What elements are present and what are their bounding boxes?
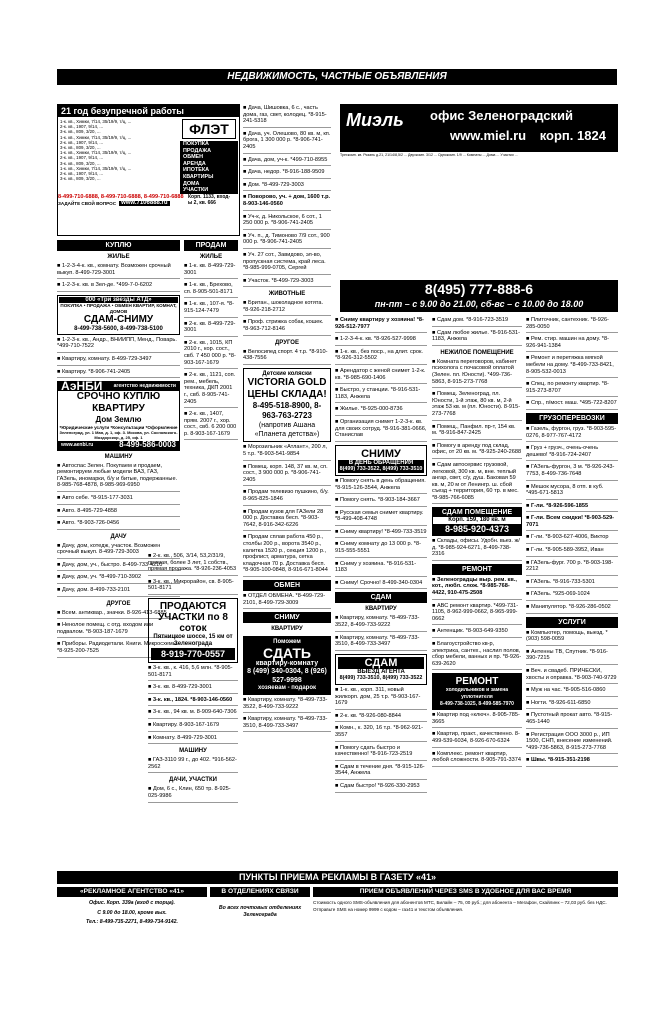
list-item: ■ Дача, уч. Олешово, 80 кв. м, кп. брога, 1 300 000 р. *8-906-741-2405	[243, 131, 331, 154]
three-stars-phone: 8-499-738-5600, 8-499-738-5100	[74, 326, 163, 333]
plots-location: Пятницкое шоссе, 15 км от Зеленограда	[153, 633, 233, 647]
sdat-line-1: Поможем	[273, 639, 301, 646]
list-item: ■ Продам кузов для ГАЗели 28 000 р. Доставка бесп. *8-903-7642, 8-916-342-6226	[243, 509, 331, 532]
snimu-title: СНИМУ	[361, 447, 401, 460]
aenbi-urgent-2: Дом Землю	[95, 414, 142, 424]
footer-agency-hours: С 9.00 до 18.00, кроме вых.	[97, 909, 167, 916]
list-item: ■ Мешок мусора, 8 отп. в куб. *495-671-5813	[526, 484, 618, 500]
sdam-subtitle: ВЫЕЗД АГЕНТА	[357, 668, 405, 675]
list-item: ■ ГАЗель. *925-069-1024	[526, 591, 618, 601]
list-item: ■ Ненолое помещ. с отд. входом или подвалом. *8-903-187-1679	[57, 622, 180, 638]
victoria-line-3: ЦЕНЫ СКЛАДА!	[247, 389, 327, 401]
plots-phone: 8-919-770-0557	[151, 648, 235, 660]
aenbi-urgent: СРОЧНО КУПЛЮ КВАРТИРУ	[76, 390, 161, 414]
flat-line: 1-к. кв., Химки, 7/14, 35/19/9, т/ц, ...	[60, 134, 132, 140]
list-item: ■ Уч-к, д. Никольское, 6 сот., 1 250 000 р. *8-906-741-2405	[243, 214, 331, 230]
subsection-dacha: ДАЧУ	[110, 533, 127, 540]
list-item: ■ Сниму у хозяина. *8-916-531-1183	[335, 561, 427, 577]
list-item: ■ Дом. *8-499-729-3003	[243, 182, 331, 192]
fridge-repair-title: РЕМОНТ	[455, 676, 499, 688]
list-item: ■ Проф. стрижка собак, кошек. *8-963-712-8146	[243, 319, 331, 335]
victoria-address: (напротив Ашана «Планета детства»)	[254, 422, 320, 439]
flat-service: ИПОТЕКА	[183, 167, 210, 174]
list-item: ■ Приборы. Радиодетали. Книги. Микросхемы. *8-925-200-7525	[57, 641, 180, 657]
flat-service: УЧАСТКИ	[183, 187, 209, 194]
list-item: ■ Авто. 8-495-729-4858	[57, 508, 180, 518]
list-item: ■ Груз + грузч., очень-очень дешево! *8-916-724-2407	[526, 445, 618, 461]
sdat-line-3: квартиру-комнату	[255, 659, 319, 667]
list-item: ■ ОТДЕЛ ОБМЕНА. *8-499-729-2101, 8-499-729-3009	[243, 593, 331, 609]
list-item: ■ 1-к. кв., без поср., на длит. срок. *8-926-312-5502	[335, 349, 427, 365]
list-item: ■ ГАЗ-3110 99 г., до 402. *916-562-2562	[148, 757, 238, 773]
section-repair: РЕМОНТ	[432, 564, 522, 575]
flat-service: КВАРТИРЫ	[183, 173, 214, 180]
section-services: УСЛУГИ	[526, 617, 618, 628]
aenbi-phone: 8-499-586-0003	[119, 439, 176, 449]
list-item: ■ Британ., шоколадное котята. *8-926-218-2712	[243, 300, 331, 316]
three-stars-title: 000 «Три звезды АТД»	[59, 297, 178, 304]
subsection-housing: ЖИЛЬЕ	[107, 254, 130, 260]
aenbi-logo: АэНБИ	[61, 379, 103, 394]
footer-agency	[57, 887, 207, 926]
list-item: ■ АВС ремонт квартир. *499-731-1105, 8-962-999-0662, 8-965-999-0662	[432, 603, 522, 626]
aenbi-address: Зеленоград, ул. 1 Мая, д. 1, оф. 3. Москва, ул. Сосновского-Моздорскор, д. 25, оф. 1	[59, 430, 178, 441]
footer-post	[210, 887, 310, 926]
section-rent-wanted: СНИМУ	[243, 612, 331, 623]
list-item: ■ Газель, фургон, груз. *8-903-595-0276, 8-977-767-4172	[526, 426, 618, 442]
three-stars-services: ПОКУПКА • ПРОДАЖА • ОБМЕН КВАРТИР, КОМНАТ, ДОМОВ	[60, 303, 177, 314]
footer-title: ПУНКТЫ ПРИЕМА РЕКЛАМЫ В ГАЗЕТУ «41»	[57, 871, 618, 884]
flat-line: 2-к. кв., 1907, 9/14, ...	[60, 139, 104, 145]
list-item: ■ Комн., к. 320, 16 т.р. *8-962-921-3557	[335, 725, 427, 741]
list-item: ■ Квартиру. 8-903-167-1679	[148, 722, 238, 732]
subsection-other: ДРУГОЕ	[275, 339, 299, 346]
subsection-housing: ЖИЛЬЕ	[199, 254, 223, 260]
list-item: ■ Дача, дом, уч-к. *499-710-8955	[243, 157, 331, 167]
list-item: ■ Квартир, практ., качественно. 8-499-539-6034, 8-926-670-6324	[432, 731, 522, 747]
flat-service: ОБМЕН	[183, 154, 204, 161]
footer-sms-price: Стоимость одного SMS-объявления для абонентов МТС, Билайн – 75, 00 руб.; для абонента – Мегафон, Скайлинк – 72,03 руб. без НДС.	[313, 900, 607, 905]
list-item: ■ Веч. и свадеб. ПРИЧЕСКИ, хвосты и оправка. *8-903-740-9729	[526, 668, 618, 684]
column-sell-lower	[148, 552, 238, 806]
list-item: ■ 1-к. кв., 107-я. *8-915-124-7479	[184, 301, 238, 317]
list-item: ■ Морозильник «Атлант», 200 л, 5 т.р. *8-903-541-9854	[243, 444, 331, 460]
list-item: ■ Комплекс. ремонт квартир, любой сложности. 8-905-791-3374	[432, 751, 522, 767]
list-item: ■ 2-к. кв. *8-926-080-8844	[335, 713, 427, 723]
miel-hours: пн-пт – с 9.00 до 21.00, сб-вс – с 10.00 до 18.00	[374, 299, 584, 309]
list-item: ■ Велосипед спорт. 4 т.р. *8-910-438-7556	[243, 349, 331, 365]
flat-service: ПРОДАЖА	[183, 147, 212, 154]
section-sell: ПРОДАМ	[184, 240, 238, 251]
miel-listing-text: Трехкомн. кв. Рязань д.21, 21/14/8,5/2 ... Двухкомн. 3/12 ... Однокомн. 1/9 ... Комнаты ... Дома ... Участки ...	[340, 153, 518, 157]
footer-agency-title: «РЕКЛАМНОЕ АГЕНТСТВО «41»	[57, 887, 207, 897]
miel-web-row	[450, 128, 606, 143]
premises-subtitle: Корп. 159, 180 кв. м	[448, 517, 506, 524]
flat-line: 2-к. кв., 1907, 9/14, ...	[60, 155, 104, 161]
snimu-subtitle: В ДЕНЬ ОБРАЩЕНИЯ	[338, 460, 424, 467]
list-item: ■ ГАЗель-фург. 700 р. *8-903-198-2212	[526, 560, 618, 576]
list-item: ■ Антенщик. *8-903-649-9350	[432, 628, 522, 638]
list-item: ■ 2-к. кв., 506, 3/14, 53,2/31/9, прямая, более 3 лет, 1 собств., прямая продажа. *8-926-236-4053	[148, 553, 238, 576]
flat-line: 2-к. кв., 1907, 9/14, ...	[60, 124, 104, 130]
list-item: ■ Продам телевизо пушкино, б/у. 8-965-825-1846	[243, 489, 331, 505]
list-item: ■ Комната переговоров, кабинет психолога с почасовой оплатой (Зелен. пл. Юности). *499-736-5863, 8-915-273-7768	[432, 359, 522, 388]
list-item: ■ Помогу сдать быстро и качественно! *8-916-723-2519	[335, 745, 427, 761]
sdam-title: СДАМ	[338, 657, 424, 669]
victoria-brand: VICTORIA GOLD	[247, 377, 327, 389]
list-item: ■ 1-2-3-4-к. кв., комнату. Возможен срочный выкуп. 8-499-729-3001	[57, 263, 180, 279]
list-item: ■ Сдам в течение дня. *8-915-126-3544, Анжела	[335, 764, 427, 780]
subsection-flat: КВАРТИРУ	[365, 606, 397, 613]
list-item: ■ Квартиру, комнату. *8-499-733-3522, 8-499-733-9222	[243, 697, 331, 713]
list-item: ■ Участок. *8-499-729-3003	[243, 278, 331, 288]
premises-title: СДАМ ПОМЕЩЕНИЕ	[433, 508, 521, 517]
victoria-phone: 8-495-518-8900, 8-963-763-2723	[252, 401, 322, 421]
section-let: СДАМ	[335, 592, 427, 603]
flat-ad	[57, 104, 240, 236]
list-item: ■ 2-к. кв., 1121, соп. рем., мебель, техника, ДКП 2001 г., свб. 8-905-741-2405	[184, 372, 238, 408]
sdat-line-4: хозяевам - подарок	[258, 685, 316, 692]
flat-service: ПОКУПКА	[183, 141, 209, 147]
section-exchange: ОБМЕН	[243, 580, 331, 591]
list-item: ■ Помещ. Зеленоград, пл. Юности, 1-й этаж, 80 кв. м, 2-й этаж 53 кв. м (пл. Юности). 8-915-273-7768	[432, 391, 522, 420]
list-item: ■ Дача, Шишовка, 6 с., часть дома, газ, свет, колодец. *8-915-241-5318	[243, 105, 331, 128]
list-item: ■ Регистрация ООО 3000 р., ИП 1500, СНП, внесение изменений. *499-736-5863, 8-915-273-7768	[526, 732, 618, 755]
miel-logo: Миэль	[346, 110, 404, 130]
list-item: ■ Поворово, уч. + дом, 1600 т.р. 8-903-146-0560	[243, 194, 331, 210]
column-4	[335, 316, 427, 796]
list-item: ■ Г-ли. *8-926-596-1855	[526, 503, 618, 513]
list-item: ■ Комнату. 8-499-729-3001	[148, 735, 238, 745]
list-item: ■ Квартиру. *8-906-741-2405	[57, 369, 180, 379]
list-item: ■ Помогу в аренду под склад, офис, от 20 кв. м. *8-925-240-2688	[432, 443, 522, 459]
list-item: ■ Сдам дом. *8-916-723-3519	[432, 317, 522, 327]
sdam-ad	[335, 654, 427, 685]
flat-line: 1-к. кв., Химки, 7/14, 35/19/9, т/ц, ...	[60, 165, 132, 171]
list-item: ■ Квартиру, комнату. *8-499-733-3510, 8-499-733-3497	[243, 716, 331, 732]
victoria-ad	[243, 368, 331, 443]
premises-ad	[432, 507, 522, 536]
section-header: НЕДВИЖИМОСТЬ, ЧАСТНЫЕ ОБЪЯВЛЕНИЯ	[57, 69, 617, 85]
flat-address: Корп. 1133, вход-ы 2, кв. 666	[188, 193, 231, 206]
flat-line: 3-к. кв., 809, 3/20, ...	[60, 129, 101, 135]
snimu-ad	[335, 445, 427, 476]
list-item: ■ Помещ. корп. 148, 37 кв. м, сп. сост., 3 900 000 р. *8-906-741-2405	[243, 464, 331, 487]
column-6	[526, 316, 618, 770]
list-item: ■ ГАЗель-фургон, 3 м. *8-926-243-7753, 8-499-736-7648	[526, 464, 618, 480]
miel-banner	[340, 104, 618, 152]
list-item: ■ Арендатор с женой снимет 1-2-к. кв. *8-985-690-1406	[335, 368, 427, 384]
list-item: ■ Помогу снять. *8-903-184-3667	[335, 497, 427, 507]
list-item: ■ 1-2-3-к. кв. в Зел-де. *499-7-0-6202	[57, 282, 180, 292]
footer-post-title: В ОТДЕЛЕНИЯХ СВЯЗИ	[210, 887, 310, 897]
list-item: ■ 3-к. кв., 1824. *8-903-146-0560	[148, 697, 238, 707]
list-item: ■ Жилье. *8-925-000-8736	[335, 406, 427, 416]
list-item: ■ Швы. *8-915-351-2198	[526, 757, 618, 767]
subsection-cars: МАШИНУ	[104, 453, 133, 460]
list-item: ■ Быстро, у станции. *8-916-531-1183, Анжела	[335, 387, 427, 403]
list-item: ■ Дачу, дом. 8-499-733-2101	[57, 587, 180, 597]
flat-line: 3-к. кв., 809, 3/20, ...	[60, 160, 101, 166]
list-item: ■ Дача, недор. *8-916-188-9509	[243, 169, 331, 179]
list-item: ■ Дачу, дом, котедж, участок. Возможен срочный выкуп. 8-499-729-3003	[57, 543, 180, 559]
sdat-line-2: СДАТЬ	[263, 644, 311, 661]
flat-line: 3-к. кв., 809, 3/20, ...	[60, 176, 101, 182]
subsection-animals: ЖИВОТНЫЕ	[268, 291, 306, 298]
list-item: ■ Дачу, дом, уч. *8-499-710-3902	[57, 574, 180, 584]
flat-line: 1-к. кв., Химки, 7/14, 35/19/9, т/ц, ...	[60, 150, 132, 156]
section-cargo: ГРУЗОПЕРЕВОЗКИ	[526, 413, 618, 424]
snimu-phone: 8(499) 733-3522, 8(499) 733-3510	[339, 466, 423, 473]
list-item: ■ 3-к. кв., 94 кв. м. 8-909-640-7306	[148, 709, 238, 719]
list-item: ■ 1-к. кв. 8-499-729-3001	[184, 263, 238, 279]
fridge-repair-ad	[432, 673, 522, 710]
list-item: ■ Компьютер, помощь, выезд. *(903) 598-0059	[526, 630, 618, 646]
list-item: ■ ГАЗель. *8-916-733-5301	[526, 579, 618, 589]
list-item: ■ Спр., п/мост. маш. *495-722-8207	[526, 400, 618, 410]
list-item: ■ Сдам автосервис грузовой, легковой, 300 кв. м, вне. теплый ангар, свет, с/у, душ. Баковая 59 кв. м, 20 м от Ленингр. ш. сбой съезд + территория, 60 тр. в мес. *8-985-766-6085	[432, 462, 522, 505]
list-item: ■ Авто себе. *8-915-177-3031	[57, 495, 180, 505]
list-item: ■ Рем. стир. машин на дому. *8-926-941-1384	[526, 336, 618, 352]
list-item: ■ Сниму квартиру! *8-499-733-3519	[335, 529, 427, 539]
list-item: ■ Уч. п., д. Тимоново 7/9 сот., 900 000 р. *8-906-741-2405	[243, 233, 331, 249]
flat-service: ДОМА	[183, 180, 200, 187]
fridge-repair-subtitle: холодильников и замена уплотнителя	[445, 687, 509, 700]
list-item: ■ Продам сплав работа 450 р., столбы 200 р., ворота 3540 р., калитка 1520 р., секция 1200 р., профлист, арматура, сетка кладочная 70 р. Доставка бесп. *8-905-100-0848, 8-916-671-8044	[243, 534, 331, 577]
list-item: ■ Квартиру, комнату. *8-499-733-3510, 8-499-733-3497	[335, 635, 427, 651]
list-item: ■ Всем. антиквар., значки. 8-926-413-6885	[57, 610, 180, 620]
list-item: ■ Квартиру, комнату. 8-499-729-3497	[57, 356, 180, 366]
list-item: ■ 1-к. кв., корп. 311, новый жилкорп. дом, 25 т.р. *8-903-167-1679	[335, 687, 427, 710]
list-item: ■ Сниму! Срочно! 8-499-340-0304	[335, 580, 427, 590]
list-item: ■ Г-ли. Всем скидки! *8-903-529-7071	[526, 515, 618, 531]
list-item: ■ Склады, офисы. Удобн. вьез. ж/д. *8-985-924-6271, 8-499-738-2316	[432, 538, 522, 561]
column-sell	[184, 238, 238, 443]
ad-points-footer	[57, 871, 618, 926]
miel-contacts	[340, 280, 618, 312]
list-item: ■ Ногти. *8-926-611-6850	[526, 700, 618, 710]
list-item: ■ Авто. *8-903-726-0456	[57, 520, 180, 530]
plots-ad	[148, 598, 238, 663]
subsection-other: ДРУГОЕ	[106, 600, 131, 607]
flat-question: ЗАДАЙТЕ СВОЙ ВОПРОС	[58, 200, 117, 206]
list-item: ■ Помогу снять в день обращения. *8-915-126-3544, Анжела	[335, 478, 427, 494]
miel-phone: 8(495) 777-888-6	[424, 281, 534, 297]
flat-line: 3-к. кв., 809, 3/20, ...	[60, 145, 101, 151]
flat-line: 2-к. кв., 1907, 9/14, ...	[60, 171, 104, 177]
list-item: ■ 2-к. кв., 1407, прям. 2007 г., хор. сост., свб. 6 200 000 р. 8-903-167-1679	[184, 411, 238, 440]
flat-web: www.7106888.ru	[121, 199, 168, 206]
list-item: ■ 2-к. кв. 8-499-729-3001	[184, 321, 238, 337]
footer-agency-phone: Тел.: 8-499-735-2271, 8-499-734-9142.	[86, 919, 178, 926]
list-item: ■ Автоспас Зелен. Покупаем и продаем, ремонтируем любые модели ВАЗ, ГАЗ, ГАЗель, иномарки, б/у и битые, подержанные. 8-985-768-4878, 8-985-969-6950	[57, 463, 180, 492]
miel-web: www.miel.ru	[450, 128, 527, 143]
footer-sms	[313, 887, 618, 926]
list-item: ■ Плиточник, сантехник. *8-926-285-0050	[526, 317, 618, 333]
sdat-phone: 8 (499) 340-0304, 8 (926) 527-9998	[247, 668, 327, 685]
premises-phone: 8-985-920-4373	[433, 524, 521, 535]
list-item: ■ 1-к. кв., Брехово, сп. 8-905-501-8171	[184, 282, 238, 298]
list-item: ■ 3-к. кв., Микрорайон, св. 8-905-501-8171	[148, 579, 238, 595]
list-item: ■ Пустотный прокат авто. *8-915-465-1440	[526, 712, 618, 728]
three-stars-sdam: СДАМ-СНИМУ	[83, 314, 154, 326]
list-item: ■ Зеленоградцы выр. рем. кв., кот., любл. слож. *8-985-768-4422, 910-475-2508	[432, 577, 522, 600]
list-item: ■ Манипулятор. *8-926-286-0502	[526, 604, 618, 614]
victoria-line-1: Детские коляски	[262, 370, 312, 377]
list-item: ■ Квартиру, комнату. *8-499-733-3522, 8-499-733-9222	[335, 615, 427, 631]
aenbi-services: *Юридические услуги *Консультации *Оформление	[59, 424, 178, 430]
subsection-commercial: НЕЖИЛОЕ ПОМЕЩЕНИЕ	[440, 349, 514, 356]
list-item: ■ Помещ., Панфил. пр-т, 154 кв. м. *8-916-847-2425	[432, 424, 522, 440]
column-5	[432, 316, 522, 770]
list-item: ■ Г-ли. *8-903-627-4006, Виктор	[526, 534, 618, 544]
flat-phone: 8-499-710-6888, 8-499-710-6888, 8-499-710-6888	[58, 193, 184, 200]
footer-post-text: Во всех почтовых отделениях Зеленограда	[218, 905, 302, 918]
list-item: ■ Сдам быстро! *8-926-330-2953	[335, 783, 427, 793]
list-item: ■ 1-2-3-4-к. кв. *8-926-527-9998	[335, 336, 427, 346]
subsection-car: МАШИНУ	[179, 748, 207, 755]
subsection-dacha: ДАЧИ, УЧАСТКИ	[169, 777, 217, 784]
aenbi-ad	[57, 381, 180, 450]
aenbi-web: www.aenbi.ru	[61, 441, 94, 448]
plots-title: ПРОДАЮТСЯ УЧАСТКИ по 8 соток	[158, 600, 228, 634]
miel-korp: корп. 1824	[539, 128, 606, 143]
list-item: ■ Сниму комнату до 13 000 р. *8-915-555-5551	[335, 541, 427, 557]
list-item: ■ Ремонт и перетяжка мягкой мебели на дому. *8-499-733-8421, 8-905-532-0013	[526, 355, 618, 378]
list-item: ■ Муж на час. *8-905-516-0860	[526, 687, 618, 697]
section-buy: КУПЛЮ	[57, 240, 180, 251]
list-item: ■ Благоустройство кв-р, электрика, сантех., наслил полов, сбор мебели, ванных и пр. *8-926-639-2620	[432, 641, 522, 670]
list-item: ■ 3-к. кв. 8-499-729-3001	[148, 684, 238, 694]
list-item: ■ Сниму квартиру у хозяина! *8-926-512-7977	[335, 317, 427, 333]
list-item: ■ 1-2-3-к. кв., Андр., ВНИИПП, Менд., Поварь. *499-710-7522	[57, 337, 180, 353]
flat-title: 21 год безупречной работы	[58, 105, 239, 117]
flat-line: 1-к. кв., Химки, 7/14, 35/19/9, т/ц, ...	[60, 119, 132, 124]
list-item: ■ Г-ли. *8-905-589-3952, Иван	[526, 547, 618, 557]
three-stars-ad	[57, 295, 180, 335]
list-item: ■ Антенны ТВ, Спутник. *8-916-390-7215	[526, 649, 618, 665]
footer-sms-howto: Отправьте SMS на номер 9999 с кодом – газ41 и текстом объявления.	[313, 907, 464, 913]
list-item: ■ 3-к. кв., к. 416, 5,6 млн. *8-905-501-8171	[148, 665, 238, 681]
sdat-ad	[243, 636, 331, 695]
flat-service: АРЕНДА	[183, 160, 206, 167]
fridge-repair-phone: 8-499-738-1025, 8-499-585-7970	[440, 700, 514, 707]
subsection-flat: КВАРТИРУ	[271, 626, 303, 633]
flat-logo: ФЛЭТ	[182, 119, 236, 139]
list-item: ■ 2-к. кв., 1015, КП 2010 г., кор. сост., свб. 7 450 000 р. *8-903-167-1679	[184, 340, 238, 369]
footer-sms-title: ПРИЕМ ОБЪЯВЛЕНИЙ ЧЕРЕЗ SMS В УДОБНОЕ ДЛЯ ВАС ВРЕМЯ	[313, 887, 618, 897]
list-item: ■ Спец. по ремонту квартир. *8-915-273-8707	[526, 381, 618, 397]
miel-listings	[340, 153, 618, 279]
list-item: ■ Дом, 6 с., Клин, 650 тр. 8-925-025-9986	[148, 786, 238, 802]
sdam-phone: 8(499) 733-3510, 8(499) 733-3522	[339, 675, 423, 682]
miel-title: офис Зеленоградский	[430, 108, 574, 123]
list-item: ■ Русская семья снимет квартиру. *8-499-408-4748	[335, 510, 427, 526]
column-3	[243, 104, 331, 735]
footer-agency-office: Офис. Корп. 339а (вход с торца).	[89, 900, 175, 906]
list-item: ■ Дачу, дом, уч., быстро. 8-499-733-4210	[57, 562, 180, 572]
aenbi-subtitle: агентство недвижимости	[113, 383, 176, 390]
list-item: ■ Уч. 27 сот., Завидово, эл-во, пропускная система, край леса. *8-985-999-0705, Сергей	[243, 252, 331, 275]
list-item: ■ Квартир под «ключ». 8-905-785-3665	[432, 712, 522, 728]
list-item: ■ Сдам любое жилье. *8-916-531-1183, Анжела	[432, 330, 522, 346]
list-item: ■ Организация снимет 1-2-3-к. кв. для своих сотруд. *8-916-381-0666, Станислав	[335, 419, 427, 442]
